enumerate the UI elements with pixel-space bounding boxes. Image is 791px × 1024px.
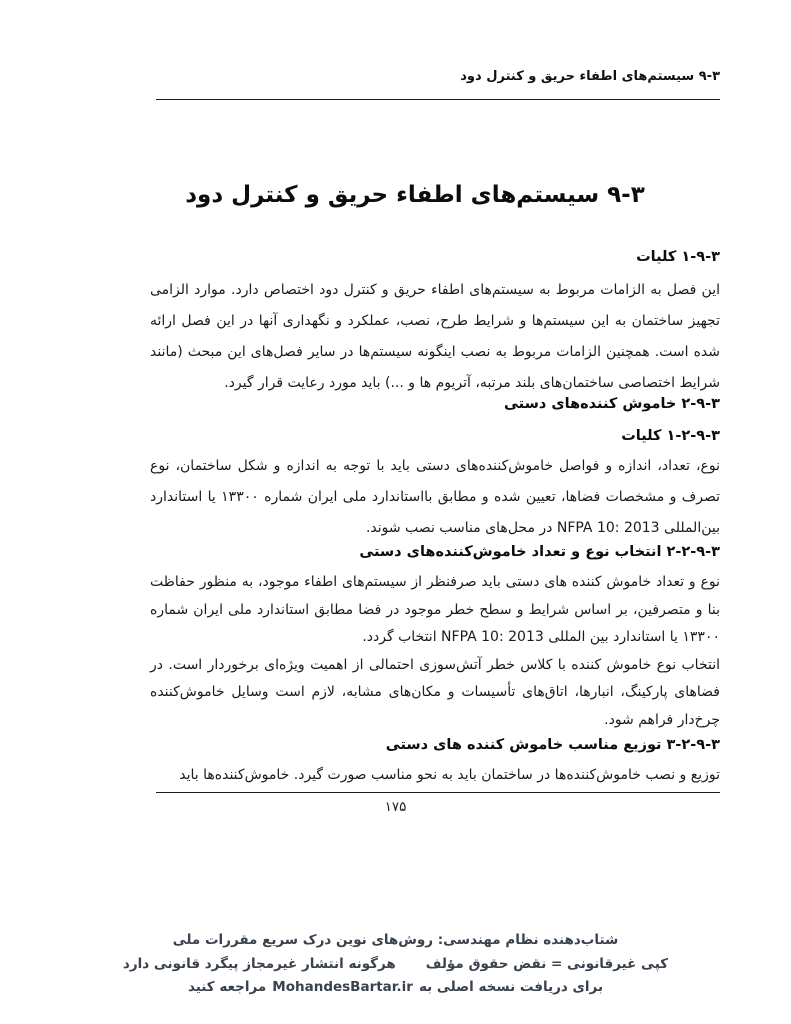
publisher-watermark: [0, 929, 791, 1000]
running-header: ۹-۳ سیستم‌های اطفاء حریق و کنترل دود: [460, 69, 720, 84]
site-url: MohandesBartar.ir: [272, 979, 413, 995]
section-heading-3-9-2-2: ۲-۲-۹-۳ انتخاب نوع و تعداد خاموش‌کننده‌های دستی: [359, 544, 720, 560]
header-divider: [156, 99, 720, 100]
section-heading-3-9-1: ۱-۹-۳ کلیات: [636, 249, 720, 265]
copyright-notice: کپی غیرقانونی = نقض حقوق مؤلف: [425, 955, 669, 972]
section-body-3-9-1: این فصل به الزامات مربوط به سیستم‌های اطفاء حریق و کنترل دود اختصاص دارد. موارد الزامی تجهیز ساختمان به این سیستم‌ها و شرایط طرح، نصب، عملکرد و نگهداری آنها در این فصل ارائه شده است. همچنین الزامات مربوط به نصب اینگونه سیستم‌ها در سایر فصل‌های این مبحث (مانند شرایط اختصاصی ساختمان‌های بلند مرتبه، آتریوم ها و ...) باید مورد رعایت قرار گیرد.: [150, 282, 720, 391]
section-body-3-9-2-3: توزیع و نصب خاموش‌کننده‌ها در ساختمان باید به نحو مناسب صورت گیرد. خاموش‌کننده‌ها باید: [179, 767, 720, 783]
section-body-3-9-2-1: نوع، تعداد، اندازه و فواصل خاموش‌کننده‌های دستی باید با توجه به اندازه و شکل ساختمان، نوع تصرف و مشخصات فضاها، تعیین شده و مطابق بااستاندارد ملی ایران شماره ۱۳۳۰۰ یا استاندارد بین‌المللی NFPA 10: 2013 در محل‌های مناسب نصب شوند.: [150, 458, 720, 536]
page-title: ۹-۳ سیستم‌های اطفاء حریق و کنترل دود: [185, 182, 645, 208]
watermark-tagline: شتاب‌دهنده نظام مهندسی: روش‌های نوین درک سریع مقررات ملی: [172, 932, 619, 948]
section-heading-3-9-2-1: ۱-۲-۹-۳ کلیات: [621, 428, 720, 444]
section-heading-3-9-2-3: ۳-۲-۹-۳ توزیع مناسب خاموش کننده های دستی: [385, 737, 720, 753]
paragraph: انتخاب نوع خاموش کننده با کلاس خطر آتش‌سوزی احتمالی از اهمیت ویژه‌ای برخوردار است. در فضاهای پارکینگ، انبارها، اتاق‌های تأسیسات و مکان‌های مشابه، لازم است وسایل خاموش‌کننده چرخ‌دار فراهم شود.: [150, 656, 720, 728]
watermark-copyright-line: [0, 953, 791, 977]
section-heading-3-9-2: ۲-۹-۳ خاموش کننده‌های دستی: [504, 396, 720, 412]
page-number: ۱۷۵: [384, 799, 407, 815]
site-line-prefix: برای دریافت نسخه اصلی به: [418, 979, 604, 995]
section-body-3-9-2-2: [150, 569, 720, 734]
piracy-warning: هرگونه انتشار غیرمجاز پیگرد قانونی دارد: [122, 955, 396, 972]
footer-divider: [156, 792, 720, 793]
paragraph: نوع و تعداد خاموش کننده های دستی باید صرفنظر از سیستم‌های اطفاء موجود، به منظور حفاظت بنا و متصرفین، بر اساس شرایط و سطح خطر موجود در فضا مطابق استاندارد ملی ایران شماره ۱۳۳۰۰ یا استاندارد بین المللی NFPA 10: 2013 انتخاب گردد.: [150, 574, 720, 645]
site-line-suffix: مراجعه کنید: [187, 979, 267, 995]
watermark-site-line: [0, 976, 791, 1000]
